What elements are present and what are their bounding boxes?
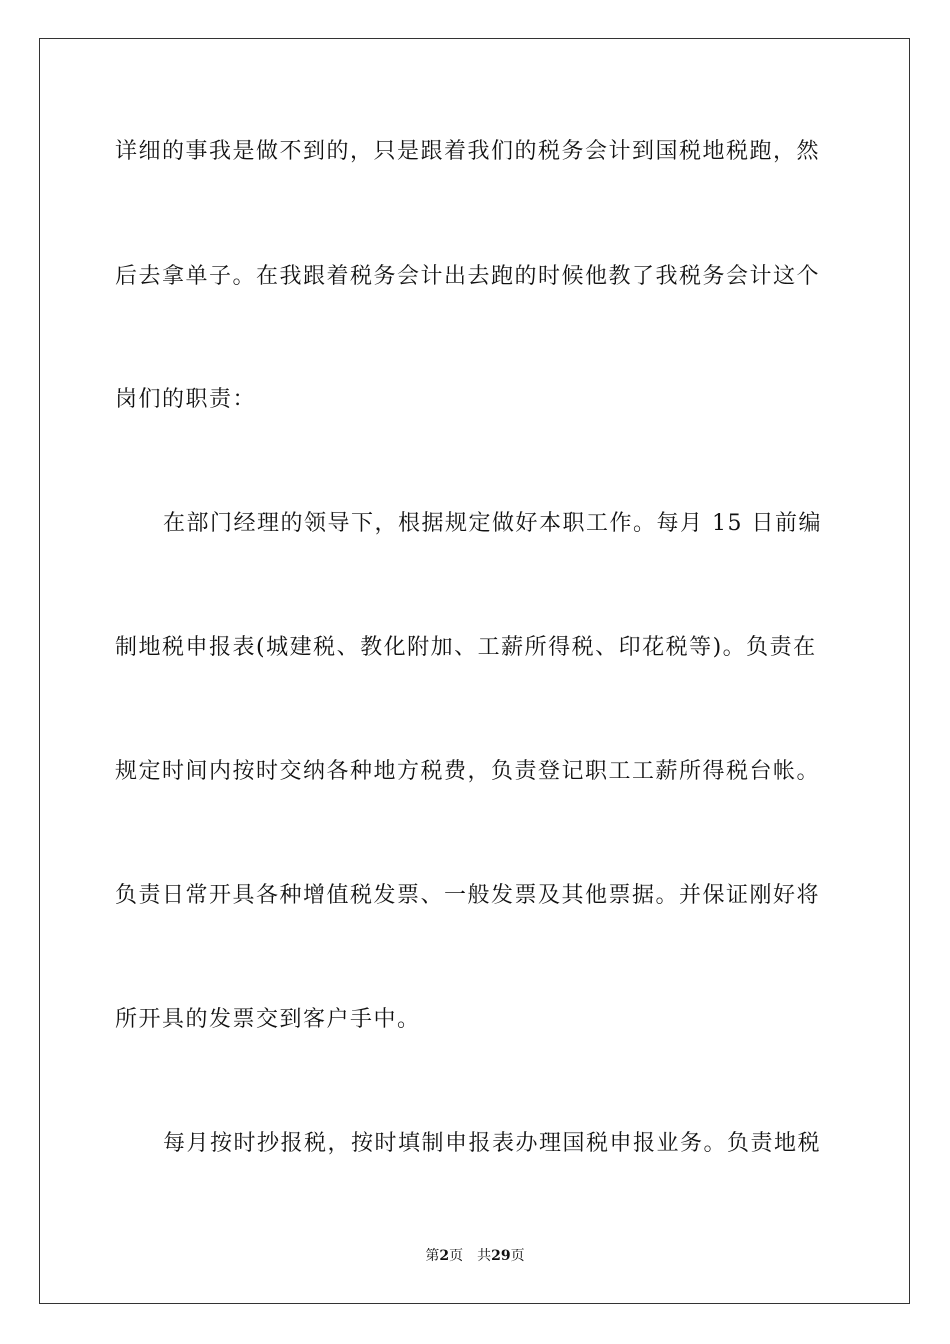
footer-total-pages: 29 — [491, 1248, 511, 1264]
page-border — [39, 38, 910, 1304]
footer-total-suffix: 页 — [510, 1248, 525, 1264]
body-line-4: 在部门经理的领导下，根据规定做好本职工作。每月 15 日前编 — [163, 511, 822, 536]
footer-page-prefix: 第 — [425, 1248, 440, 1264]
footer-total-prefix: 共 — [477, 1248, 492, 1264]
footer-page-suffix: 页 — [449, 1248, 464, 1264]
body-line-3: 岗们的职责： — [115, 387, 257, 412]
body-line-8: 所开具的发票交到客户手中。 — [115, 1007, 421, 1032]
body-line-7: 负责日常开具各种增值税发票、一般发票及其他票据。并保证刚好将 — [115, 883, 821, 908]
page-footer — [0, 1247, 950, 1265]
footer-page-number: 2 — [439, 1248, 450, 1264]
body-line-6: 规定时间内按时交纳各种地方税费，负责登记职工工薪所得税台帐。 — [115, 759, 821, 784]
body-line-9: 每月按时抄报税，按时填制申报表办理国税申报业务。负责地税 — [163, 1131, 822, 1156]
body-line-2: 后去拿单子。在我跟着税务会计出去跑的时候他教了我税务会计这个 — [115, 264, 821, 289]
body-line-5: 制地税申报表(城建税、教化附加、工薪所得税、印花税等)。负责在 — [115, 635, 817, 660]
body-line-1: 详细的事我是做不到的，只是跟着我们的税务会计到国税地税跑，然 — [115, 139, 821, 164]
